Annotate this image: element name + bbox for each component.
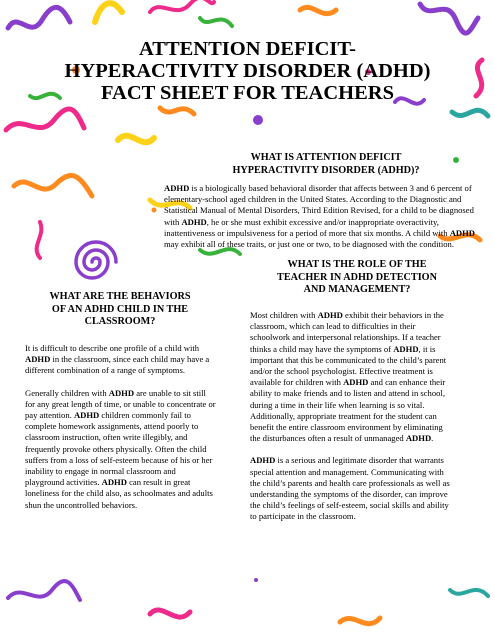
confetti-streamer [476, 60, 482, 96]
heading-line: TEACHER IN ADHD DETECTION [277, 271, 437, 283]
emphasis-term: ADHD [181, 216, 207, 227]
confetti-spiral [76, 242, 116, 278]
confetti-streamer [150, 0, 214, 12]
confetti-streamer [300, 7, 336, 13]
section-body-what-is-adhd [164, 183, 478, 261]
confetti-streamer [450, 590, 488, 596]
emphasis-term: ADHD [164, 183, 190, 193]
paragraph: Generally children with ADHD are unable to sit still for any great length of time, or unable to concentrate or pay attention. ADHD children commonly fail to complete homework assignments, attend poorly to classroom instruction, often write illegibly, and frequently provoke others physically. Often the child suffers from a loss of self-esteem because of his or her inability to engage in normal classroom and playground activities. ADHD can result in great loneliness for the child also, as schoolmates and adults shun the uncontrolled behaviors. [25, 387, 216, 510]
emphasis-term: ADHD [449, 227, 476, 238]
confetti-streamer [95, 3, 122, 22]
heading-line: OF AN ADHD CHILD IN THE [51, 303, 189, 315]
paragraph: Most children with ADHD exhibit their behaviors in the classroom, which can lead to difficulties in their schoolwork and interpersonal relationships. If a teacher thinks a child may have the symptoms of ADHD, it is important that this be communicated to the child’s parent and/or the school psychologist. Effective treatment is available for children with ADHD and can enhance their ability to make friends and to listen and attend in school, during a time in their life when learning is so vital. Additionally, appropriate treatment for the student can benefit the entire classroom environment by eliminating the disturbances often a result of unmanaged ADHD. [250, 310, 447, 444]
page-title-line: HYPERACTIVITY DISORDER (ADHD) [64, 60, 431, 82]
confetti-dot [152, 208, 157, 213]
confetti-streamer [200, 18, 232, 26]
section-heading-teacher-role [252, 259, 462, 297]
confetti-streamer [118, 136, 154, 143]
heading-line: WHAT IS ATTENTION DEFICIT [250, 152, 402, 163]
heading-line: AND MANAGEMENT? [303, 284, 411, 295]
emphasis-term: ADHD [343, 377, 369, 388]
confetti-streamer [37, 222, 42, 258]
confetti-streamer [8, 581, 80, 600]
emphasis-term: ADHD [25, 354, 51, 365]
paragraph: ADHD is a biologically based behavioral disorder that affects between 3 and 6 percent of elementary-school aged children in the United States. According to the Diagnostic and Statistical Manual of Mental Disorders, Third Edition Revised, for a child to be diagnosed with ADHD, he or she must exhibit excessive and/or inappropriate overactivity, inattentiveness or impulsiveness for a period of more that six months. A child with ADHD may exhibit all of these traits, or just one or two, to be diagnosed with the condition. [164, 183, 476, 250]
section-heading-behaviors [25, 291, 215, 329]
heading-line: HYPERACTIVITY DISORDER (ADHD)? [232, 164, 420, 176]
confetti-streamer [150, 610, 190, 617]
heading-line: WHAT IS THE ROLE OF THE [287, 259, 427, 270]
paragraph: It is difficult to describe one profile of a child with ADHD in the classroom, since each child may have a different combination of a range of symptoms. [25, 343, 210, 376]
confetti-dot [254, 578, 258, 582]
heading-line: WHAT ARE THE BEHAVIORS [49, 291, 191, 302]
confetti-dot [453, 157, 459, 163]
heading-line: CLASSROOM? [84, 316, 156, 327]
emphasis-term: ADHD [405, 433, 432, 444]
confetti-streamer [420, 4, 478, 33]
emphasis-term: ADHD [250, 455, 276, 466]
confetti-dot [253, 115, 263, 125]
page-title-line: ATTENTION DEFICIT- [138, 38, 356, 60]
emphasis-term: ADHD [393, 343, 419, 354]
section-body-behaviors [25, 343, 217, 522]
emphasis-term: ADHD [108, 387, 135, 398]
section-body-teacher-role [250, 310, 450, 534]
section-heading-what-is-adhd [226, 152, 426, 177]
confetti-streamer [160, 108, 194, 114]
page-title-line: FACT SHEET FOR TEACHERS [101, 82, 394, 104]
confetti-streamer [8, 7, 70, 28]
emphasis-term: ADHD [73, 410, 100, 421]
confetti-streamer [6, 109, 84, 130]
confetti-streamer [340, 618, 380, 624]
paragraph: ADHD is a serious and legitimate disorder that warrants special attention and management. Communicating with the child’s parents and health care professionals as well as understanding the symptoms of the disorder, can improve the child’s feelings of self-esteem, social skills and ability to participate in the classroom. [250, 455, 450, 522]
emphasis-term: ADHD [101, 477, 127, 488]
confetti-streamer [452, 110, 488, 116]
confetti-streamer [14, 175, 92, 196]
page-title [20, 38, 475, 104]
emphasis-term: ADHD [317, 310, 343, 320]
